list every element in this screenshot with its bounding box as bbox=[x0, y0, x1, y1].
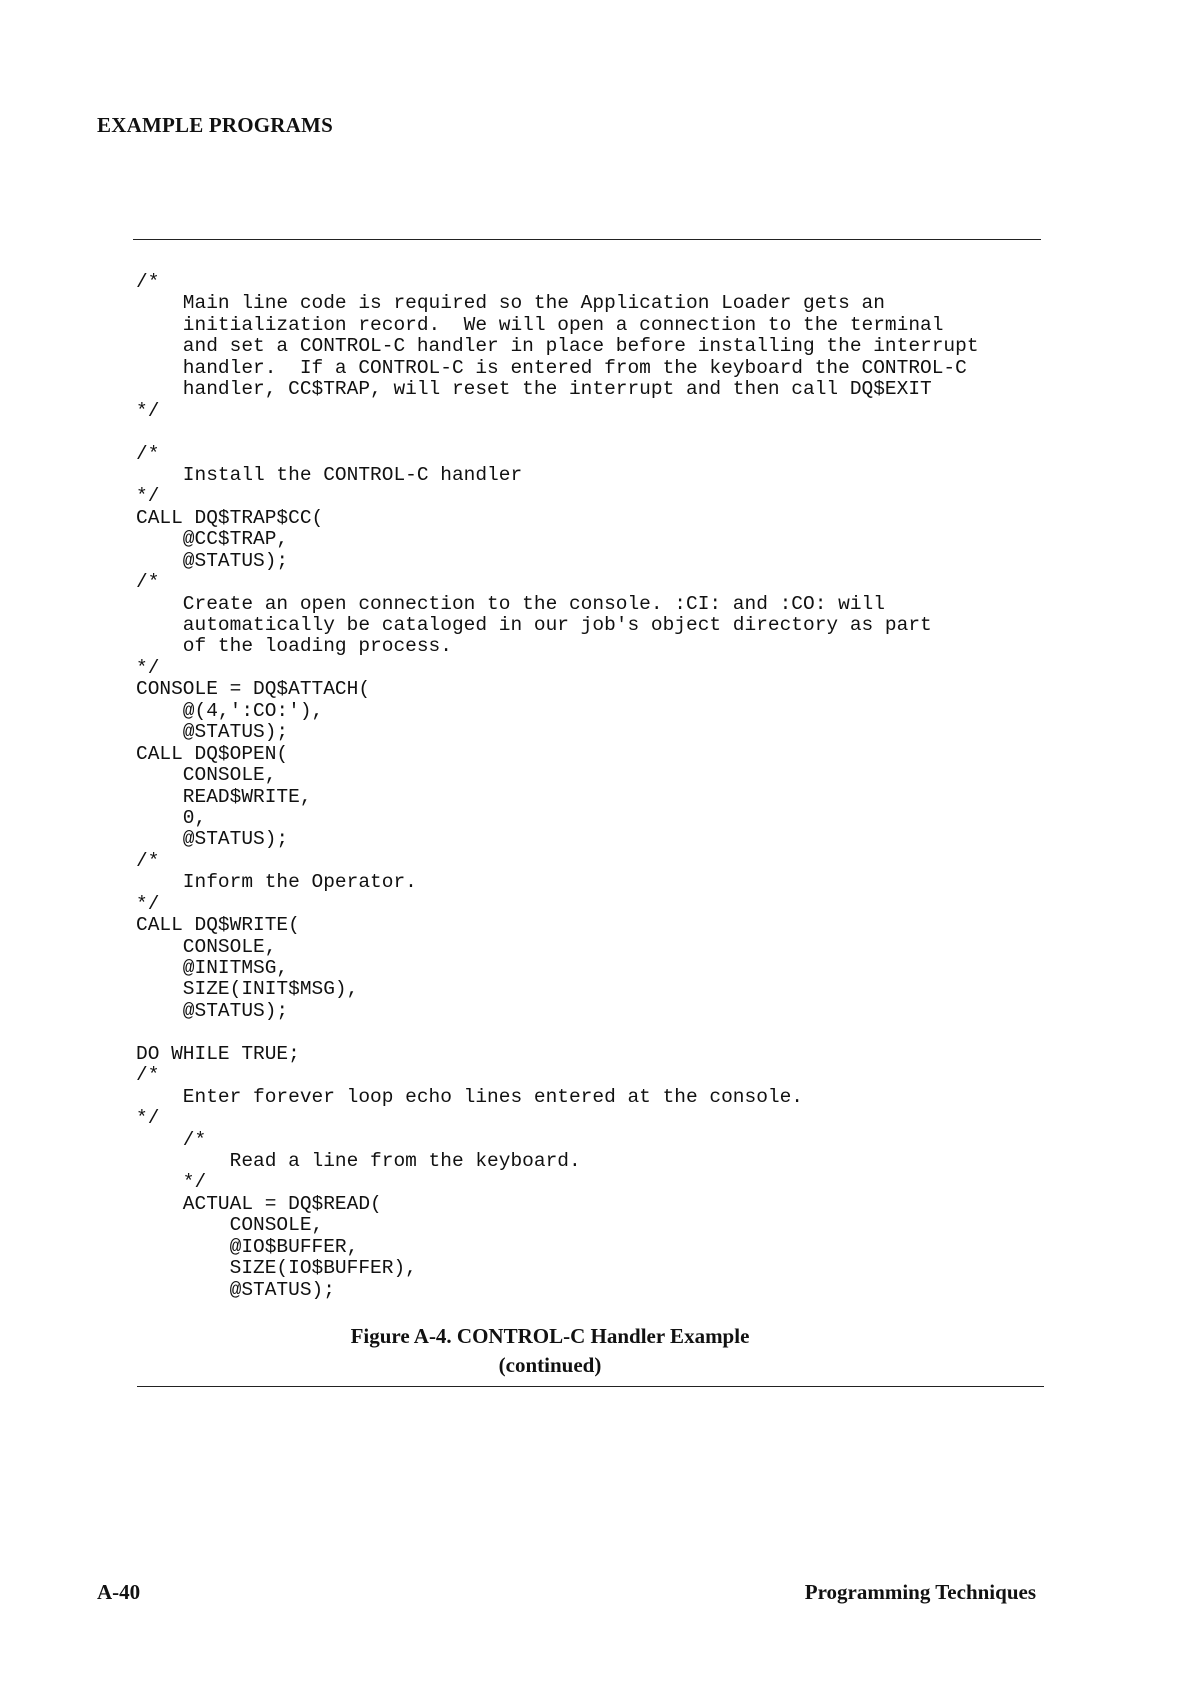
code-line: @(4,':CO:'), bbox=[136, 699, 324, 722]
code-line: @CC$TRAP, bbox=[136, 528, 289, 551]
code-line: @STATUS); bbox=[136, 999, 289, 1022]
code-line: @IO$BUFFER, bbox=[136, 1235, 359, 1258]
code-line: initialization record. We will open a connection to the terminal bbox=[136, 313, 944, 336]
code-line: /* bbox=[136, 571, 160, 594]
code-line: SIZE(INIT$MSG), bbox=[136, 978, 359, 1001]
figure-caption: Figure A-4. CONTROL-C Handler Example bbox=[350, 1324, 750, 1348]
code-line: READ$WRITE, bbox=[136, 785, 312, 808]
code-line: ACTUAL = DQ$READ( bbox=[136, 1192, 382, 1215]
code-line bbox=[136, 1022, 1036, 1043]
code-line: */ bbox=[136, 656, 160, 679]
code-line: @STATUS); bbox=[136, 721, 289, 744]
code-line: */ bbox=[136, 1107, 160, 1130]
code-line: 0, bbox=[136, 806, 207, 829]
code-line: DO WHILE TRUE; bbox=[136, 1042, 300, 1065]
code-line: /* bbox=[136, 442, 160, 465]
code-line: */ bbox=[136, 399, 160, 422]
code-line: Enter forever loop echo lines entered at the console. bbox=[136, 1085, 804, 1108]
code-line: /* bbox=[136, 1128, 207, 1151]
code-line: CONSOLE, bbox=[136, 764, 277, 787]
code-line: Create an open connection to the console. :CI: and :CO: will bbox=[136, 592, 885, 615]
code-line: SIZE(IO$BUFFER), bbox=[136, 1257, 417, 1280]
code-line: @STATUS); bbox=[136, 549, 289, 572]
code-line: CONSOLE = DQ$ATTACH( bbox=[136, 678, 371, 701]
code-line: CONSOLE, bbox=[136, 935, 277, 958]
running-footer-section: Programming Techniques bbox=[804, 1580, 1036, 1604]
code-line: Inform the Operator. bbox=[136, 871, 417, 894]
code-line: @INITMSG, bbox=[136, 957, 289, 979]
code-line: */ bbox=[136, 892, 160, 915]
code-line: handler, CC$TRAP, will reset the interrupt and then call DQ$EXIT bbox=[136, 378, 932, 401]
page-number: A-40 bbox=[97, 1580, 141, 1604]
code-line: /* bbox=[136, 849, 160, 872]
code-listing bbox=[136, 272, 1036, 1301]
figure-bottom-rule bbox=[137, 1386, 1044, 1387]
code-line: automatically be cataloged in our job's object directory as part bbox=[136, 614, 932, 636]
code-line: and set a CONTROL-C handler in place before installing the interrupt bbox=[136, 335, 979, 358]
code-line: CALL DQ$TRAP$CC( bbox=[136, 506, 324, 529]
code-line: */ bbox=[136, 485, 160, 508]
code-line: CALL DQ$WRITE( bbox=[136, 914, 300, 937]
code-line: CONSOLE, bbox=[136, 1214, 324, 1237]
code-line: /* bbox=[136, 1064, 160, 1087]
running-header: EXAMPLE PROGRAMS bbox=[97, 113, 333, 137]
code-line: @STATUS); bbox=[136, 1278, 335, 1301]
code-line: handler. If a CONTROL-C is entered from the keyboard the CONTROL-C bbox=[136, 356, 967, 379]
figure-top-rule bbox=[133, 239, 1041, 240]
code-line: CALL DQ$OPEN( bbox=[136, 742, 289, 765]
code-line: @STATUS); bbox=[136, 828, 289, 851]
code-line: Read a line from the keyboard. bbox=[136, 1149, 581, 1172]
code-line: Install the CONTROL-C handler bbox=[136, 463, 523, 486]
code-line: Main line code is required so the Application Loader gets an bbox=[136, 292, 885, 315]
code-line: */ bbox=[136, 1171, 207, 1194]
code-line: of the loading process. bbox=[136, 635, 452, 658]
figure-caption-continued: (continued) bbox=[498, 1353, 602, 1377]
code-line bbox=[136, 422, 1036, 443]
code-line: /* bbox=[136, 271, 160, 293]
